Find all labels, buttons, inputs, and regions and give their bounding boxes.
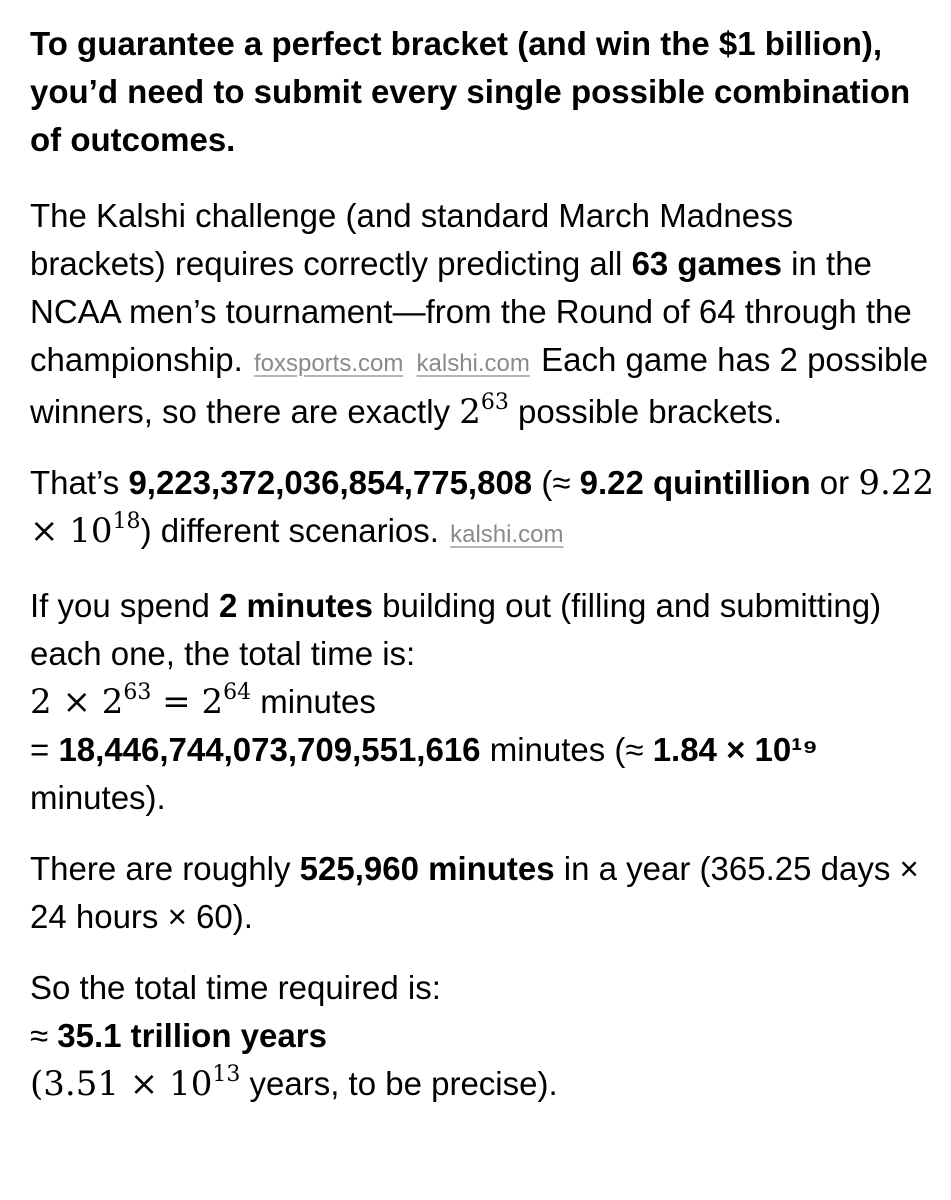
source-link-kalshi[interactable]: kalshi.com [450, 521, 564, 548]
text: If you spend [30, 587, 219, 624]
math-left: 2 × 2 [30, 682, 124, 722]
math-base: 2 [459, 392, 481, 432]
text: years, to be precise). [240, 1065, 558, 1102]
result-line [30, 726, 935, 822]
text: So the total time required is: [30, 969, 441, 1006]
math-exponent: 63 [123, 680, 152, 705]
math-mantissa: (3.51 × 10 [30, 1064, 213, 1104]
time-paragraph [30, 582, 935, 822]
tournament-paragraph [30, 192, 935, 436]
math-mantissa: 9.22 × 10 [30, 463, 935, 551]
response-text [30, 20, 935, 1131]
text-line [30, 964, 935, 1012]
text: There are roughly [30, 850, 300, 887]
text: in a year (365.25 days × 24 hours × 60). [30, 850, 919, 935]
text: Each game has 2 possible winners, so there are exactly [30, 341, 929, 430]
math-exponent: 13 [212, 1062, 241, 1087]
math-exponent: 63 [480, 390, 509, 415]
math-line [30, 1060, 935, 1108]
math-expression [30, 682, 251, 722]
bold-text: 1.84 × 10¹⁹ [652, 731, 818, 768]
math-expression [459, 392, 509, 432]
source-link-kalshi[interactable]: kalshi.com [416, 350, 530, 377]
bold-text: 18,446,744,073,709,551,616 [58, 731, 481, 768]
text: = [30, 731, 59, 768]
heading-paragraph [30, 20, 935, 164]
total-time-paragraph [30, 964, 935, 1108]
text: The Kalshi challenge (and standard March Madness brackets) requires correctly predicting all [30, 197, 794, 282]
heading-text: To guarantee a perfect bracket (and win the $1 billion), you’d need to submit every single possible combination of outcomes. [30, 25, 911, 158]
minutes-per-year-paragraph [30, 845, 935, 941]
math-exponent: 18 [112, 509, 141, 534]
text: (≈ [532, 464, 580, 501]
bold-text: 35.1 trillion years [57, 1017, 327, 1054]
text-line [30, 1012, 935, 1060]
text: ≈ [30, 1017, 58, 1054]
bold-text: 9.22 quintillion [579, 464, 811, 501]
math-exponent: 64 [223, 680, 252, 705]
text: ) different scenarios. [140, 512, 449, 549]
source-link-foxsports[interactable]: foxsports.com [253, 350, 404, 377]
text: minutes). [30, 779, 166, 816]
scenarios-paragraph [30, 459, 935, 559]
bold-text: 63 games [631, 245, 782, 282]
text: possible brackets. [508, 393, 783, 430]
math-expression [30, 1064, 240, 1104]
bold-text: 525,960 minutes [299, 850, 555, 887]
math-line [30, 678, 935, 726]
bold-text: 2 minutes [218, 587, 374, 624]
text: minutes (≈ [480, 731, 653, 768]
text: building out (filling and submitting) each one, the total time is: [30, 587, 882, 672]
text: minutes [251, 683, 376, 720]
text: in the NCAA men’s tournament—from the Round of 64 through the championship. [30, 245, 912, 378]
bold-text: 9,223,372,036,854,775,808 [128, 464, 533, 501]
text: That’s [30, 464, 129, 501]
text: or [810, 464, 859, 501]
math-right: = 2 [151, 682, 224, 722]
